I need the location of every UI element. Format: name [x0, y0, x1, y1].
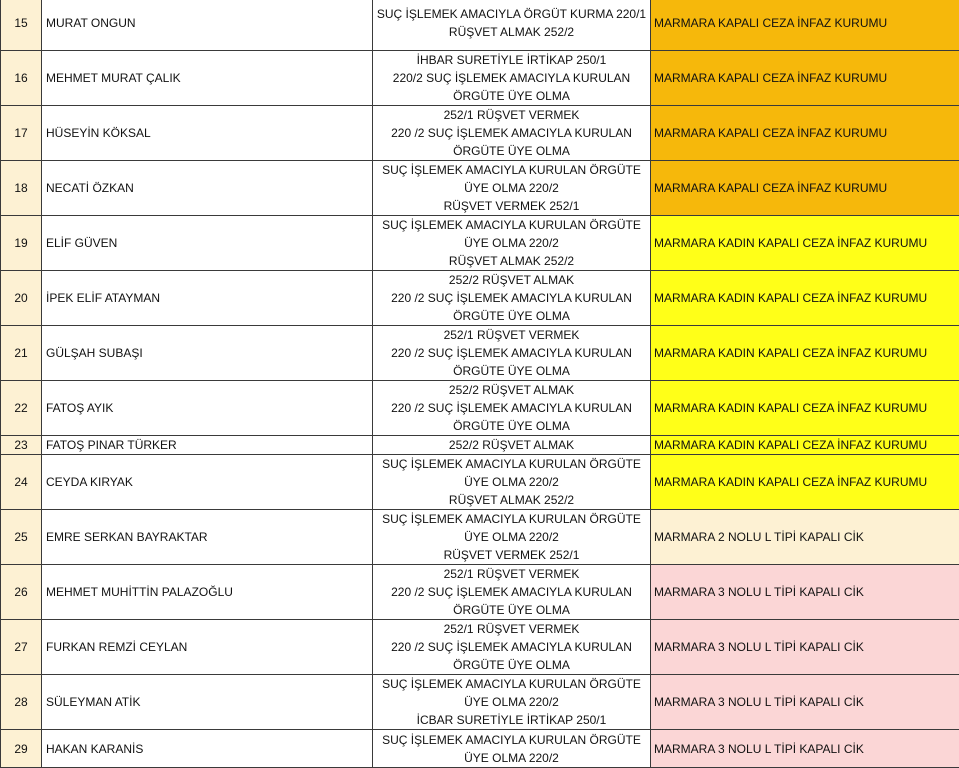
name-cell[interactable]: FATOŞ AYIK	[42, 381, 373, 436]
row-number-cell[interactable]: 29	[1, 730, 42, 768]
charge-cell[interactable]	[373, 106, 651, 161]
row-number-cell[interactable]: 28	[1, 675, 42, 730]
table-row	[1, 565, 959, 620]
charge-line: ÖRGÜTE ÜYE OLMA	[453, 309, 570, 323]
row-number-cell[interactable]: 16	[1, 51, 42, 106]
table-row	[1, 510, 959, 565]
prison-cell[interactable]: MARMARA 3 NOLU L TİPİ KAPALI CİK	[651, 565, 959, 620]
row-number-cell[interactable]: 27	[1, 620, 42, 675]
prison-cell[interactable]: MARMARA KADIN KAPALI CEZA İNFAZ KURUMU	[651, 436, 959, 455]
name-cell[interactable]: GÜLŞAH SUBAŞI	[42, 326, 373, 381]
row-number-cell[interactable]: 15	[1, 0, 42, 51]
row-number-cell[interactable]: 18	[1, 161, 42, 216]
charge-line: İHBAR SURETİYLE İRTİKAP 250/1	[416, 53, 607, 67]
charge-line: ÖRGÜTE ÜYE OLMA	[453, 364, 570, 378]
charge-line: ÖRGÜTE ÜYE OLMA	[453, 89, 570, 103]
charge-line: RÜŞVET ALMAK 252/2	[448, 254, 575, 268]
charge-line: 252/2 RÜŞVET ALMAK	[448, 383, 575, 397]
charge-line: 252/2 RÜŞVET ALMAK	[448, 438, 575, 452]
table-row	[1, 620, 959, 675]
prison-cell[interactable]: MARMARA 2 NOLU L TİPİ KAPALI CİK	[651, 510, 959, 565]
charge-line: ÜYE OLMA 220/2	[464, 750, 559, 765]
name-cell[interactable]: CEYDA KIRYAK	[42, 455, 373, 510]
name-cell[interactable]: MURAT ONGUN	[42, 0, 373, 51]
charge-line: ÖRGÜTE ÜYE OLMA	[453, 603, 570, 617]
table-row	[1, 0, 959, 51]
charge-cell[interactable]	[373, 436, 651, 455]
row-number-cell[interactable]: 22	[1, 381, 42, 436]
prison-cell[interactable]: MARMARA 3 NOLU L TİPİ KAPALI CİK	[651, 730, 959, 768]
name-cell[interactable]: HÜSEYİN KÖKSAL	[42, 106, 373, 161]
prison-cell[interactable]: MARMARA KADIN KAPALI CEZA İNFAZ KURUMU	[651, 326, 959, 381]
table-row	[1, 161, 959, 216]
table-row	[1, 675, 959, 730]
row-number-cell[interactable]: 25	[1, 510, 42, 565]
table-row	[1, 271, 959, 326]
charge-line: ÖRGÜTE ÜYE OLMA	[453, 658, 570, 672]
charge-line: 252/2 RÜŞVET ALMAK	[448, 273, 575, 287]
charge-line: 220 /2 SUÇ İŞLEMEK AMACIYLA KURULAN	[391, 640, 632, 654]
charge-cell[interactable]	[373, 216, 651, 271]
row-number-cell[interactable]: 24	[1, 455, 42, 510]
prison-cell[interactable]: MARMARA KADIN KAPALI CEZA İNFAZ KURUMU	[651, 455, 959, 510]
charge-cell[interactable]	[373, 51, 651, 106]
charge-line: RÜŞVET VERMEK 252/1	[443, 548, 580, 562]
name-cell[interactable]: EMRE SERKAN BAYRAKTAR	[42, 510, 373, 565]
charge-line: ÖRGÜTE ÜYE OLMA	[453, 419, 570, 433]
charge-cell[interactable]	[373, 0, 651, 51]
row-number-cell[interactable]: 17	[1, 106, 42, 161]
name-cell[interactable]: FURKAN REMZİ CEYLAN	[42, 620, 373, 675]
prison-cell[interactable]: MARMARA KADIN KAPALI CEZA İNFAZ KURUMU	[651, 381, 959, 436]
charge-line: İCBAR SURETİYLE İRTİKAP 250/1	[416, 713, 607, 727]
name-cell[interactable]: MEHMET MUHİTTİN PALAZOĞLU	[42, 565, 373, 620]
charge-cell[interactable]	[373, 271, 651, 326]
charge-line: 220/2 SUÇ İŞLEMEK AMACIYLA KURULAN	[392, 71, 631, 85]
table-body	[1, 0, 959, 768]
charge-line: RÜŞVET ALMAK 252/2	[448, 24, 575, 39]
table-row	[1, 381, 959, 436]
charge-line: ÜYE OLMA 220/2	[464, 530, 559, 544]
table-row	[1, 51, 959, 106]
charge-cell[interactable]	[373, 161, 651, 216]
charge-line: 252/1 RÜŞVET VERMEK	[443, 567, 580, 581]
name-cell[interactable]: FATOŞ PINAR TÜRKER	[42, 436, 373, 455]
charge-line: SUÇ İŞLEMEK AMACIYLA KURULAN ÖRGÜTE	[382, 163, 641, 177]
prison-cell[interactable]: MARMARA KAPALI CEZA İNFAZ KURUMU	[651, 0, 959, 51]
charge-line: 252/1 RÜŞVET VERMEK	[443, 328, 580, 342]
name-cell[interactable]: İPEK ELİF ATAYMAN	[42, 271, 373, 326]
charge-line: 220 /2 SUÇ İŞLEMEK AMACIYLA KURULAN	[391, 346, 632, 360]
charge-line: 220 /2 SUÇ İŞLEMEK AMACIYLA KURULAN	[391, 401, 632, 415]
prison-cell[interactable]: MARMARA KADIN KAPALI CEZA İNFAZ KURUMU	[651, 216, 959, 271]
charge-line: ÜYE OLMA 220/2	[464, 695, 559, 709]
prison-cell[interactable]: MARMARA KADIN KAPALI CEZA İNFAZ KURUMU	[651, 271, 959, 326]
name-cell[interactable]: MEHMET MURAT ÇALIK	[42, 51, 373, 106]
charge-cell[interactable]	[373, 326, 651, 381]
name-cell[interactable]: SÜLEYMAN ATİK	[42, 675, 373, 730]
prison-cell[interactable]: MARMARA 3 NOLU L TİPİ KAPALI CİK	[651, 675, 959, 730]
charge-cell[interactable]	[373, 565, 651, 620]
charge-line: SUÇ İŞLEMEK AMACIYLA KURULAN ÖRGÜTE	[382, 677, 641, 691]
charge-cell[interactable]	[373, 510, 651, 565]
charge-line: SUÇ İŞLEMEK AMACIYLA ÖRGÜT KURMA 220/1	[376, 6, 647, 21]
charge-cell[interactable]	[373, 381, 651, 436]
name-cell[interactable]: HAKAN KARANİS	[42, 730, 373, 768]
name-cell[interactable]: ELİF GÜVEN	[42, 216, 373, 271]
charge-cell[interactable]	[373, 620, 651, 675]
prison-cell[interactable]: MARMARA KAPALI CEZA İNFAZ KURUMU	[651, 161, 959, 216]
charge-line: ÜYE OLMA 220/2	[464, 181, 559, 195]
charge-line: 220 /2 SUÇ İŞLEMEK AMACIYLA KURULAN	[391, 585, 632, 599]
prison-cell[interactable]: MARMARA 3 NOLU L TİPİ KAPALI CİK	[651, 620, 959, 675]
name-cell[interactable]: NECATİ ÖZKAN	[42, 161, 373, 216]
row-number-cell[interactable]: 20	[1, 271, 42, 326]
charge-line: SUÇ İŞLEMEK AMACIYLA KURULAN ÖRGÜTE	[382, 218, 641, 232]
row-number-cell[interactable]: 26	[1, 565, 42, 620]
charge-line: RÜŞVET ALMAK 252/2	[448, 493, 575, 507]
table-row	[1, 436, 959, 455]
charge-line: SUÇ İŞLEMEK AMACIYLA KURULAN ÖRGÜTE	[382, 457, 641, 471]
table-row	[1, 106, 959, 161]
row-number-cell[interactable]: 21	[1, 326, 42, 381]
charge-cell[interactable]	[373, 455, 651, 510]
charge-cell[interactable]	[373, 730, 651, 768]
table-row	[1, 326, 959, 381]
row-number-cell[interactable]: 23	[1, 436, 42, 455]
row-number-cell[interactable]: 19	[1, 216, 42, 271]
charge-line: SUÇ İŞLEMEK AMACIYLA KURULAN ÖRGÜTE	[382, 512, 641, 526]
charge-line: 252/1 RÜŞVET VERMEK	[443, 108, 580, 122]
charge-line: ÜYE OLMA 220/2	[464, 236, 559, 250]
table-row	[1, 455, 959, 510]
charge-line: 220 /2 SUÇ İŞLEMEK AMACIYLA KURULAN	[391, 126, 632, 140]
table-row	[1, 216, 959, 271]
charge-cell[interactable]	[373, 675, 651, 730]
charge-line: ÜYE OLMA 220/2	[464, 475, 559, 489]
charge-line: RÜŞVET VERMEK 252/1	[443, 199, 580, 213]
charge-line: SUÇ İŞLEMEK AMACIYLA KURULAN ÖRGÜTE	[382, 732, 641, 747]
charge-line: ÖRGÜTE ÜYE OLMA	[453, 144, 570, 158]
charge-line: 252/1 RÜŞVET VERMEK	[443, 622, 580, 636]
prison-cell[interactable]: MARMARA KAPALI CEZA İNFAZ KURUMU	[651, 106, 959, 161]
charge-line: 220 /2 SUÇ İŞLEMEK AMACIYLA KURULAN	[391, 291, 632, 305]
table-row	[1, 730, 959, 768]
prison-cell[interactable]: MARMARA KAPALI CEZA İNFAZ KURUMU	[651, 51, 959, 106]
